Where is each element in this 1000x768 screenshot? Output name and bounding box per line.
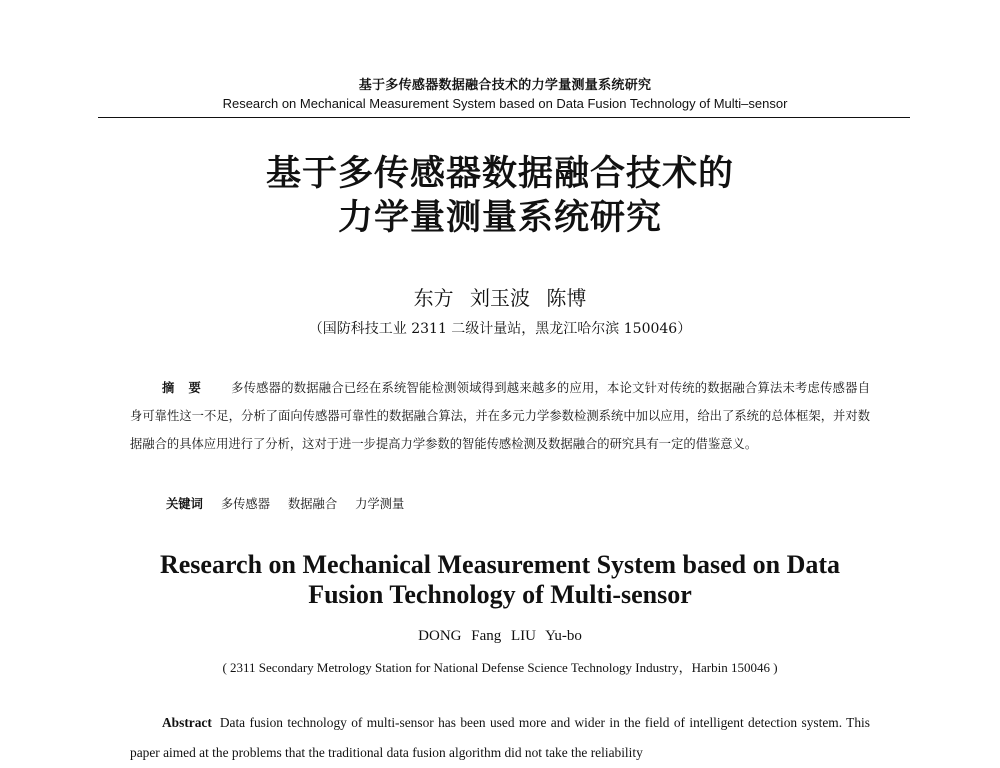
abstract-cn-text: 多传感器的数据融合已经在系统智能检测领域得到越来越多的应用，本论文针对传统的数据融合算法未考虑传感器自身可靠性这一不足，分析了面向传感器可靠性的数据融合算法，并在多元力学参数检测系统中加以应用，给出了系统的总体框架，并对数据融合的具体应用进行了分析，这对于进一步提高力学参数的智能传感检测及数据融合的研究具有一定的借鉴意义。 xyxy=(130,381,870,451)
authors-english: DONG Fang LIU Yu-bo xyxy=(418,628,582,644)
abstract-en-text: Data fusion technology of multi-sensor has been used more and wider in the field of intelligent detection system. This paper aimed at the problems that the traditional data fusion algorithm did not take the reliability xyxy=(130,715,870,760)
abstract-cn-label: 摘要 xyxy=(162,381,216,395)
affiliation-chinese: （国防科技工业 2311 二级计量站，黑龙江哈尔滨 150046） xyxy=(308,321,692,337)
running-head-chinese: 基于多传感器数据融合技术的力学量测量系统研究 xyxy=(358,78,652,93)
abstract-en-label: Abstract xyxy=(162,715,212,730)
paper-title-chinese xyxy=(0,152,1000,240)
running-head-english: Research on Mechanical Measurement System based on Data Fusion Technology of Multi–sensor xyxy=(222,96,788,111)
running-head xyxy=(98,74,912,111)
title-en-line1: Research on Mechanical Measurement System based on Data xyxy=(159,550,841,579)
header-rule xyxy=(98,117,910,118)
keyword-item: 数据融合 xyxy=(287,497,338,511)
authors-chinese: 东方 刘玉波 陈博 xyxy=(413,286,587,310)
abstract-english xyxy=(130,708,870,768)
keyword-item: 力学测量 xyxy=(355,497,405,511)
keyword-item: 多传感器 xyxy=(220,497,271,511)
title-cn-line1: 基于多传感器数据融合技术的 xyxy=(265,154,734,194)
affiliation-english: ( 2311 Secondary Metrology Station for National Defense Science Technology Industry，Harbin 150046 ) xyxy=(222,660,778,675)
keywords-cn-label: 关键词 xyxy=(166,497,203,511)
paper-title-english xyxy=(0,550,1000,610)
title-en-line2: Fusion Technology of Multi-sensor xyxy=(308,580,692,609)
keywords-chinese xyxy=(166,494,418,512)
title-cn-line2: 力学量测量系统研究 xyxy=(337,198,662,238)
abstract-chinese xyxy=(130,374,870,458)
